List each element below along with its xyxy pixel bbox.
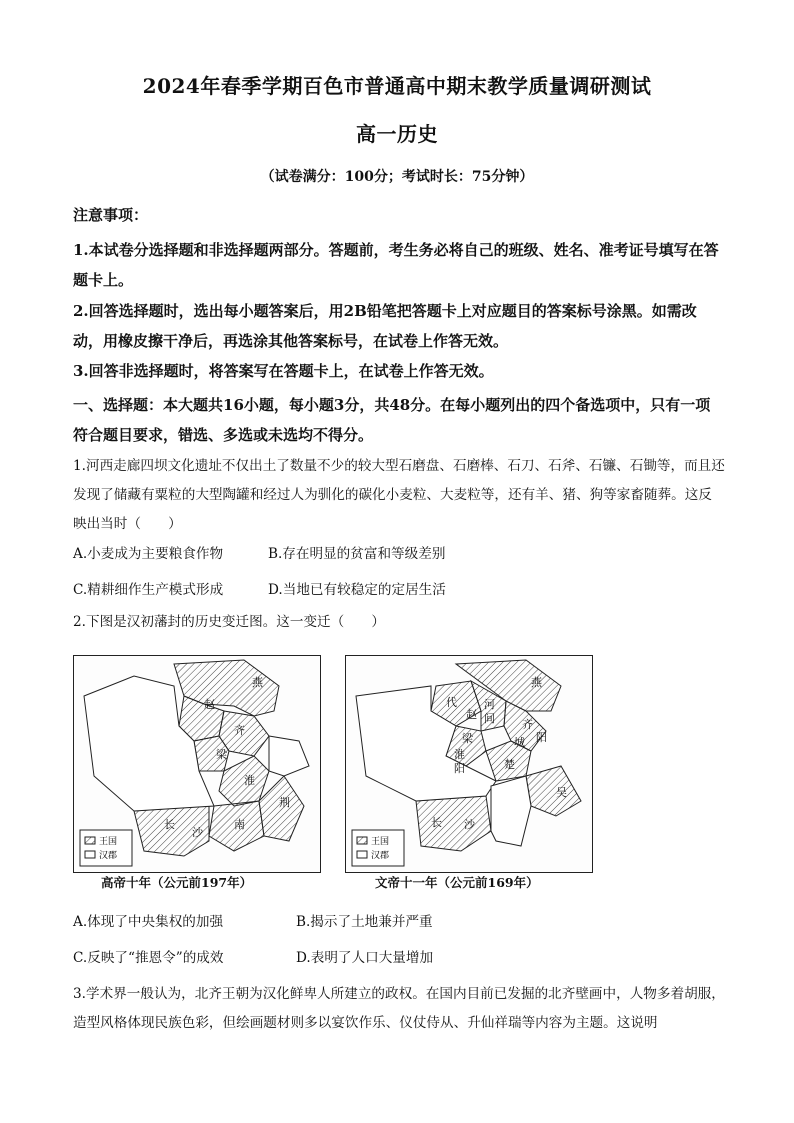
legend-kingdom-swatch <box>357 837 367 844</box>
q2-option-d: D.表明了人口大量增加 <box>296 950 434 966</box>
question-1-stem: 1.河西走廊四坝文化遗址不仅出土了数量不少的较大型石磨盘、石磨棒、石刀、石斧、石镰、石锄等，而且还发现了储藏有粟粒的大型陶罐和经过人为驯化的碳化小麦粒、大麦粒等，还有羊、猪、狗等家畜随葬。这反映出当时（ ） <box>73 458 725 532</box>
q2-option-b: B.揭示了土地兼并严重 <box>296 914 433 930</box>
map-right <box>345 655 593 873</box>
map-right-label-yang2: 阳 <box>454 762 465 775</box>
q1-option-a: A.小麦成为主要粮食作物 <box>73 546 224 562</box>
exam-meta: （试卷满分：100分；考试时长：75分钟） <box>260 169 534 185</box>
map-right-label-liang: 梁 <box>462 732 473 745</box>
note-item-1: 1.本试卷分选择题和非选择题两部分。答题前，考生务必将自己的班级、姓名、准考证号填写在答题卡上。 <box>73 241 719 289</box>
note-item-3: 3.回答非选择题时，将答案写在答题卡上，在试卷上作答无效。 <box>73 362 494 380</box>
legend-commandery-label: 汉郡 <box>99 851 118 861</box>
map-right-label-chu: 楚 <box>504 758 515 771</box>
map-right-label-huai: 淮 <box>454 748 465 761</box>
q2-option-a: A.体现了中央集权的加强 <box>73 914 224 930</box>
notes-heading: 注意事项： <box>73 206 149 224</box>
map-left-label-yan: 燕 <box>252 676 263 689</box>
map-right-label-sha: 沙 <box>464 818 475 831</box>
map-left-label-zhao: 赵 <box>204 698 215 711</box>
map-left-drawing <box>74 656 320 872</box>
note-item-2: 2.回答选择题时，选出每小题答案后，用2B铅笔把答题卡上对应题目的答案标号涂黑。如需改动，用橡皮擦干净后，再选涂其他答案标号，在试卷上作答无效。 <box>73 302 697 350</box>
map-right-drawing <box>346 656 592 872</box>
map-left <box>73 655 321 873</box>
map-right-label-jian: 间 <box>484 712 495 725</box>
map-left-label-jing: 荆 <box>279 796 290 809</box>
map-right-label-qi: 齐 <box>522 718 533 731</box>
legend-commandery-label: 汉郡 <box>371 851 390 861</box>
map-left-label-huai: 淮 <box>244 774 255 787</box>
map-right-label-yan: 燕 <box>531 676 542 689</box>
map-right-label-zhao: 赵 <box>466 708 477 721</box>
map-right-label-cheng: 城 <box>514 736 525 749</box>
q1-option-c: C.精耕细作生产模式形成 <box>73 582 224 598</box>
legend-commandery-swatch <box>85 851 95 858</box>
subject-title: 高一历史 <box>356 122 438 146</box>
map-left-label-sha: 沙 <box>192 826 203 839</box>
map-right-caption: 文帝十一年（公元前169年） <box>375 875 539 890</box>
han-fiefdom-maps <box>73 655 593 890</box>
question-3-stem: 3.学术界一般认为，北齐王朝为汉化鲜卑人所建立的政权。在国内目前已发掘的北齐壁画中，人物多着胡服，造型风格体现民族色彩，但绘画题材则多以宴饮作乐、仪仗侍从、升仙祥瑞等内容为主题。这说明 <box>73 986 725 1031</box>
map-right-label-dai: 代 <box>446 696 457 709</box>
map-right-label-he: 河 <box>484 698 495 711</box>
map-right-label-yang1: 阳 <box>536 731 547 744</box>
legend-kingdom-label: 王国 <box>99 837 118 847</box>
legend-commandery-swatch <box>357 851 367 858</box>
legend-kingdom-swatch <box>85 837 95 844</box>
section-heading: 一、选择题：本大题共16小题，每小题3分，共48分。在每小题列出的四个备选项中，只有一项符合题目要求，错选、多选或未选均不得分。 <box>73 396 711 444</box>
q1-option-b: B.存在明显的贫富和等级差别 <box>268 546 446 562</box>
map-left-label-nan: 南 <box>234 818 245 831</box>
q1-option-d: D.当地已有较稳定的定居生活 <box>268 582 446 598</box>
map-right-label-chang: 长 <box>431 816 442 829</box>
map-left-caption: 高帝十年（公元前197年） <box>101 875 253 890</box>
map-left-label-qi: 齐 <box>234 724 245 737</box>
map-right-label-wu: 吴 <box>556 786 567 799</box>
q2-option-c: C.反映了“推恩令”的成效 <box>73 950 224 966</box>
legend-kingdom-label: 王国 <box>371 837 390 847</box>
map-left-label-chang: 长 <box>164 818 175 831</box>
map-left-label-liang: 梁 <box>216 748 227 761</box>
exam-title: 2024年春季学期百色市普通高中期末教学质量调研测试 <box>142 74 652 98</box>
question-2-stem: 2.下图是汉初藩封的历史变迁图。这一变迁（ ） <box>73 614 386 630</box>
